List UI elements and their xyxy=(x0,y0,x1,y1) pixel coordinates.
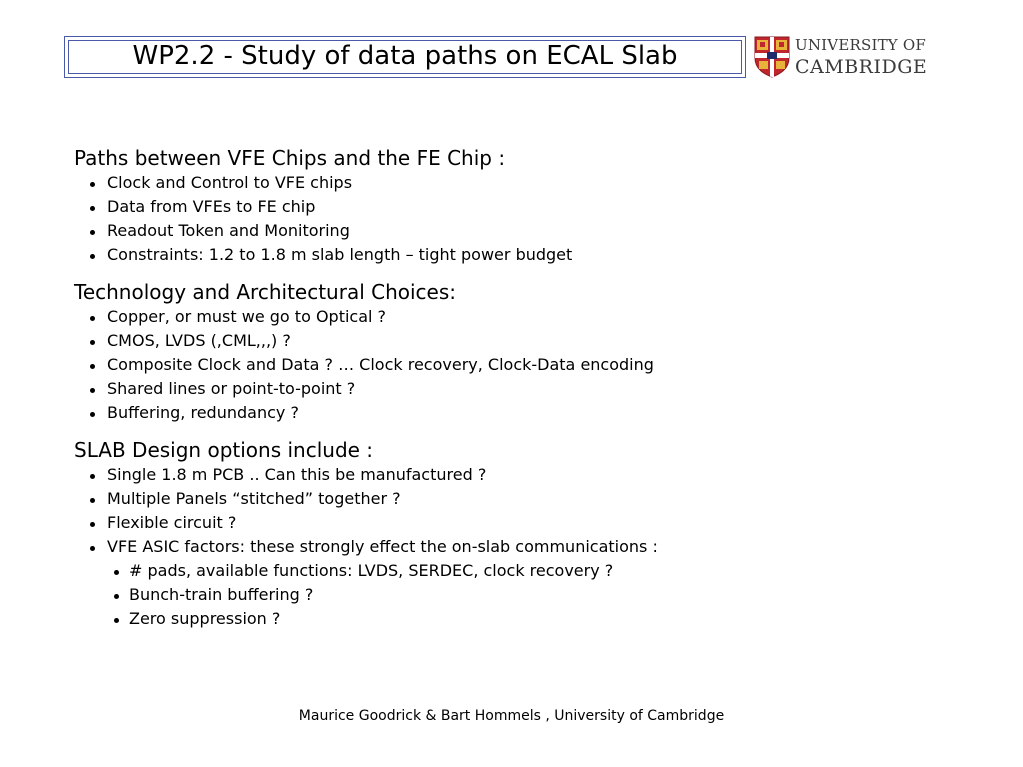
bullet-icon xyxy=(90,230,95,235)
bullet-icon xyxy=(114,570,119,575)
section-heading: Paths between VFE Chips and the FE Chip : xyxy=(74,146,506,170)
section-slab-design xyxy=(74,437,974,631)
list-item xyxy=(74,171,974,195)
bullet-icon xyxy=(90,474,95,479)
bullet-icon xyxy=(90,412,95,417)
list-item-text: Copper, or must we go to Optical ? xyxy=(107,307,387,326)
bullet-icon xyxy=(114,618,119,623)
sub-list xyxy=(74,559,974,631)
list-item xyxy=(74,401,974,425)
list-item xyxy=(74,243,974,267)
bullet-icon xyxy=(90,522,95,527)
list-item xyxy=(74,535,974,559)
bullet-icon xyxy=(90,316,95,321)
section-technology xyxy=(74,279,974,425)
list-item-text: Readout Token and Monitoring xyxy=(107,221,350,240)
list-item xyxy=(74,511,974,535)
bullet-icon xyxy=(90,546,95,551)
bullet-icon xyxy=(90,340,95,345)
logo-text-line2: CAMBRIDGE xyxy=(795,56,928,78)
bullet-icon xyxy=(90,388,95,393)
list-item-text: Single 1.8 m PCB .. Can this be manufactured ? xyxy=(107,465,487,484)
university-logo xyxy=(754,36,946,80)
sub-list-item xyxy=(74,559,974,583)
list-item-text: CMOS, LVDS (,CML,,,) ? xyxy=(107,331,291,350)
list-item xyxy=(74,353,974,377)
list-item-text: Shared lines or point-to-point ? xyxy=(107,379,356,398)
list-item-text: Data from VFEs to FE chip xyxy=(107,197,316,216)
list-item-text: Constraints: 1.2 to 1.8 m slab length – tight power budget xyxy=(107,245,573,264)
sub-list-item xyxy=(74,583,974,607)
list-item-text: VFE ASIC factors: these strongly effect the on-slab communications : xyxy=(107,537,658,556)
list-item-text: Composite Clock and Data ? … Clock recovery, Clock-Data encoding xyxy=(107,355,654,374)
section-heading: SLAB Design options include : xyxy=(74,438,374,462)
bullet-icon xyxy=(90,254,95,259)
list-item xyxy=(74,305,974,329)
sub-list-item-text: Bunch-train buffering ? xyxy=(129,585,314,604)
title-box xyxy=(64,36,746,78)
sub-list-item xyxy=(74,607,974,631)
bullet-icon xyxy=(90,498,95,503)
list-item xyxy=(74,487,974,511)
sub-list-item-text: Zero suppression ? xyxy=(129,609,281,628)
slide-content xyxy=(74,145,974,631)
list-item xyxy=(74,463,974,487)
list-item xyxy=(74,219,974,243)
section-heading: Technology and Architectural Choices: xyxy=(74,280,457,304)
page-title: WP2.2 - Study of data paths on ECAL Slab xyxy=(132,41,678,71)
bullet-icon xyxy=(90,364,95,369)
list-item-text: Multiple Panels “stitched” together ? xyxy=(107,489,401,508)
bullet-icon xyxy=(114,594,119,599)
sub-list-item-text: # pads, available functions: LVDS, SERDEC, clock recovery ? xyxy=(129,561,614,580)
list-item-text: Flexible circuit ? xyxy=(107,513,237,532)
list-item-text: Clock and Control to VFE chips xyxy=(107,173,353,192)
bullet-icon xyxy=(90,206,95,211)
crest-icon xyxy=(754,36,790,78)
bullet-icon xyxy=(90,182,95,187)
logo-text-line1: UNIVERSITY OF xyxy=(795,36,926,54)
slide-footer: Maurice Goodrick & Bart Hommels , University of Cambridge xyxy=(298,708,725,724)
list-item-text: Buffering, redundancy ? xyxy=(107,403,299,422)
list-item xyxy=(74,377,974,401)
list-item xyxy=(74,329,974,353)
list-item xyxy=(74,195,974,219)
section-paths xyxy=(74,145,974,267)
